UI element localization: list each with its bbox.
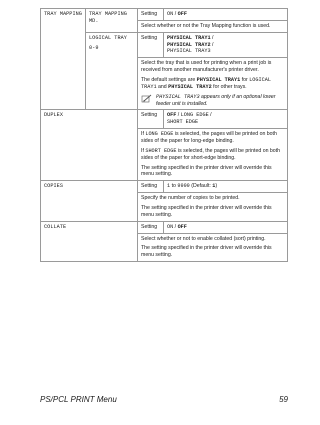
code-term: PHYSICAL TRAY3 (156, 93, 200, 100)
copies-min: 1 (167, 183, 171, 190)
option-separator: / (210, 34, 214, 41)
menu-item-tray-mapping: TRAY MAPPING (41, 9, 86, 110)
text-run: is selected, the pages will be printed on both sides of the paper for long-edge binding. (141, 131, 277, 145)
submenu-logical-tray-name: LOGICAL TRAY (89, 34, 127, 41)
code-term: LONG EDGE (145, 131, 174, 138)
setting-values (164, 32, 288, 58)
menu-item-copies: COPIES (41, 181, 138, 221)
description-text: Select whether or not the Tray Mapping function is used. (141, 22, 271, 29)
text-run: ) (215, 183, 218, 190)
option-separator: / (176, 112, 181, 119)
text-run: and (156, 83, 169, 90)
description-text: The setting specified in the printer driver will override this menu setting. (141, 164, 272, 178)
note (141, 94, 284, 108)
menu-settings-table (40, 8, 288, 262)
copies-default: 1 (212, 183, 216, 190)
code-term: LOGICAL TRAY1 (141, 77, 271, 90)
option-physical-tray2: PHYSICAL TRAY2 (167, 41, 211, 48)
table-row (41, 9, 288, 21)
code-term: PHYSICAL TRAY2 (168, 83, 212, 90)
code-term: SHORT EDGE (145, 147, 177, 154)
description-text (141, 77, 284, 91)
table-row (41, 110, 288, 129)
description-text: Select whether or not to enable collated (sort) printing. (141, 235, 266, 242)
setting-label: Setting (138, 9, 164, 21)
submenu-logical-tray-range: 0-9 (89, 44, 99, 51)
menu-item-duplex: DUPLEX (41, 110, 138, 181)
note-pencil-icon (141, 94, 152, 103)
description (138, 233, 288, 262)
page-footer (40, 395, 288, 404)
option-physical-tray1-default: PHYSICAL TRAY1 (167, 34, 211, 41)
setting-values (164, 181, 288, 193)
text-run: (Default: (189, 183, 213, 190)
option-on: ON (167, 11, 174, 17)
option-long-edge: LONG EDGE (180, 112, 209, 119)
option-on: ON (167, 223, 174, 230)
copies-max: 9999 (177, 183, 190, 190)
description-text (141, 148, 284, 162)
note-text (156, 94, 284, 108)
description-text (141, 131, 284, 145)
setting-values (164, 221, 288, 233)
setting-label: Setting (138, 221, 164, 233)
table-row (41, 221, 288, 233)
text-run: for (240, 77, 250, 84)
description (138, 58, 288, 110)
option-short-edge: SHORT EDGE (167, 119, 199, 126)
description (138, 20, 288, 32)
description-text: The setting specified in the printer driver will override this menu setting. (141, 205, 272, 218)
option-off-default: OFF (177, 11, 187, 17)
option-off-default: OFF (177, 223, 187, 230)
description (138, 129, 288, 181)
option-separator: / (173, 223, 178, 230)
text-run: If (141, 131, 146, 138)
setting-values (164, 110, 288, 129)
text-run: to (170, 183, 178, 190)
text-run: The default settings are (141, 77, 197, 84)
page-number: 59 (279, 395, 288, 404)
table-row (41, 181, 288, 193)
setting-values (164, 9, 288, 21)
menu-item-collate: COLLATE (41, 221, 138, 261)
description-text: Specify the number of copies to be printed. (141, 195, 240, 202)
submenu-logical-tray (86, 32, 138, 110)
option-separator: / (208, 112, 212, 119)
setting-label: Setting (138, 181, 164, 193)
code-term: PHYSICAL TRAY1 (196, 77, 241, 84)
description-text: Select the tray that is used for printing when a print job is received from another manufacturer's printer driver. (141, 60, 272, 74)
option-separator: / (174, 11, 177, 17)
text-run: for other trays. (211, 83, 247, 90)
footer-title: PS/PCL PRINT Menu (40, 395, 117, 404)
setting-label: Setting (138, 32, 164, 58)
option-physical-tray3: PHYSICAL TRAY3 (167, 48, 211, 55)
setting-label: Setting (138, 110, 164, 129)
text-run: appears only if an optional lower feeder unit is installed. (156, 93, 276, 107)
option-off-default: OFF (167, 112, 177, 119)
description-text: The setting specified in the printer driver will override this menu setting. (141, 245, 272, 259)
option-separator: / (210, 41, 214, 48)
submenu-tray-mapping-md: TRAY MAPPING MD. (86, 9, 138, 33)
description (138, 193, 288, 222)
text-run: If (141, 147, 146, 154)
text-run: is selected, the pages will be printed on both sides of the paper for short-edge binding. (141, 147, 280, 161)
